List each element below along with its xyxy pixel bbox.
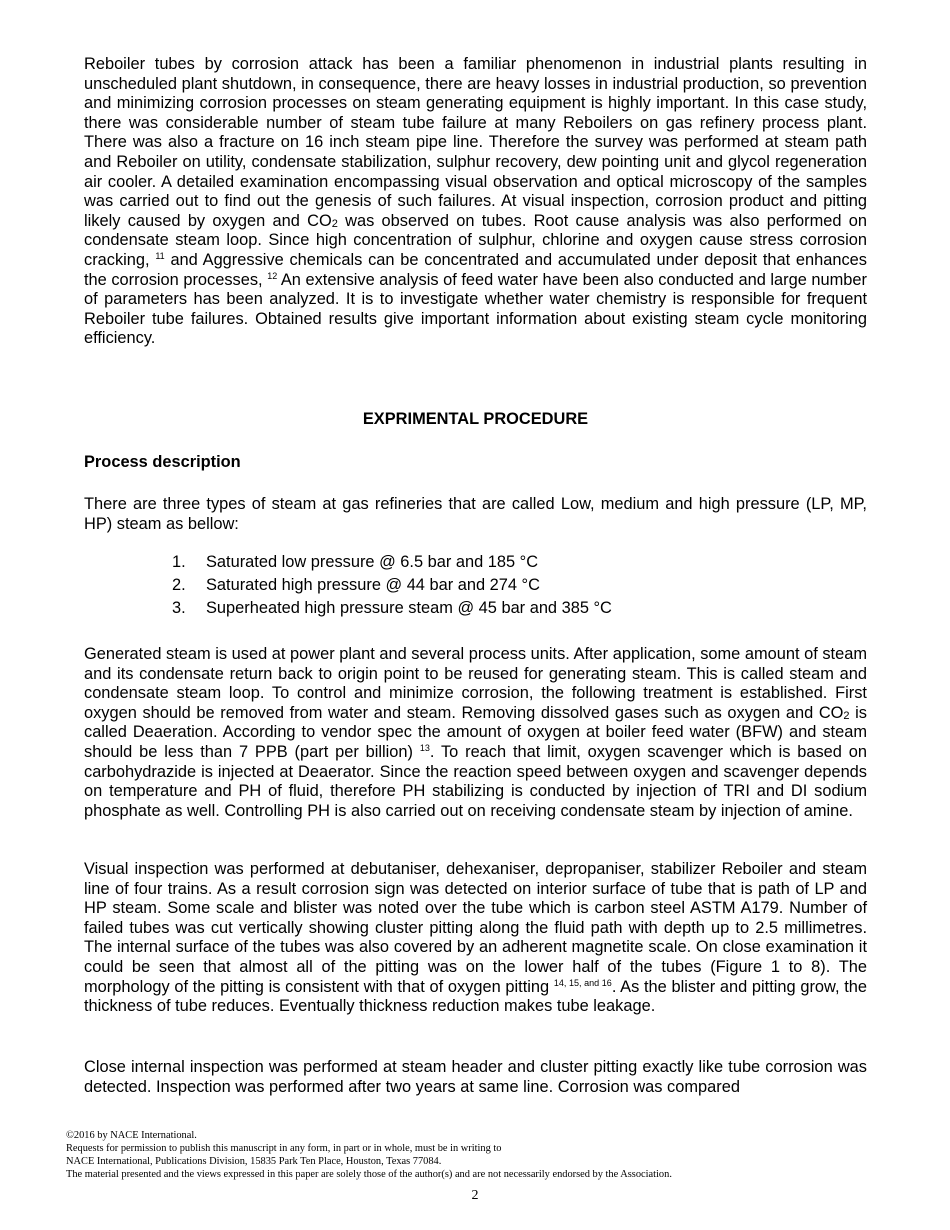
copyright-footer xyxy=(66,1129,886,1181)
generated-text-2: is called Deaeration. According to vendor spec the amount of oxygen at boiler feed water (BFW) and steam should be less than 7 PPB (part per billion) xyxy=(84,703,867,761)
intro-text-1: Reboiler tubes by corrosion attack has been a familiar phenomenon in industrial plants resulting in unscheduled plant shutdown, in consequence, there are heavy losses in industrial production, so prevention and minimizing corrosion processes on steam generating equipment is highly important. In this case study, there was considerable number of steam tube failure at many Reboilers on gas refinery process plant. There was also a fracture on 16 inch steam pipe line. Therefore the survey was performed at steam path and Reboiler on utility, condensate stabilization, sulphur recovery, dew pointing unit and glycol regeneration air cooler. A detailed examination encompassing visual observation and optical microscopy of the samples was carried out to find out the genesis of such failures. At visual inspection, corrosion product and pitting likely caused by oxygen and CO xyxy=(84,55,867,230)
paper-page xyxy=(84,55,867,1096)
list-number: 3. xyxy=(172,599,186,617)
co2-subscript: 2 xyxy=(843,709,850,722)
list-text: Saturated high pressure @ 44 bar and 274 °C xyxy=(206,576,540,594)
steam-types-list xyxy=(148,553,612,622)
reference-13: 13 xyxy=(419,742,430,753)
footer-line: Requests for permission to publish this manuscript in any form, in part or in whole, must be in writing to xyxy=(66,1143,502,1154)
subsection-heading: Process description xyxy=(84,453,241,471)
generated-text-1: Generated steam is used at power plant and several process units. After application, some amount of steam and its condensate return back to origin point to be reused for generating steam. This is called steam and condensate steam loop. To control and minimize corrosion, the following treatment is established. First oxygen should be removed from water and steam. Removing dissolved gases such as oxygen and CO xyxy=(84,645,867,722)
list-item xyxy=(148,576,612,599)
list-item xyxy=(148,553,612,576)
reference-12: 12 xyxy=(267,270,278,281)
section-heading: EXPRIMENTAL PROCEDURE xyxy=(362,410,589,428)
list-item xyxy=(148,599,612,622)
intro-text-2: was observed on tubes. Root cause analysis was also performed on condensate steam loop. Since high concentration of sulphur, chlorine and oxygen cause stress corrosion cracking, xyxy=(84,211,867,269)
page-number: 2 xyxy=(471,1188,479,1203)
steam-types-intro: There are three types of steam at gas refineries that are called Low, medium and high pressure (LP, MP, HP) steam as bellow: xyxy=(84,495,867,533)
footer-line: The material presented and the views expressed in this paper are solely those of the author(s) and are not necessarily endorsed by the Association. xyxy=(66,1169,672,1180)
visual-text-1: Visual inspection was performed at debutaniser, dehexaniser, depropaniser, stabilizer Reboiler and steam line of four trains. As a result corrosion sign was detected on interior surface of tube that is path of LP and HP steam. Some scale and blister was noted over the tube which is carbon steel ASTM A179. Number of failed tubes was cut vertically showing cluster pitting along the fluid path with depth up to 2.5 millimetres. The internal surface of the tubes was also covered by an adherent magnetite scale. On close examination it could be seen that almost all of the pitting was on the lower half of the tubes (Figure 1 to 8). The morphology of the pitting is consistent with that of oxygen pitting xyxy=(84,860,867,996)
visual-text-2: . As the blister and pitting grow, the thickness of tube reduces. Eventually thickness reduction makes tube leakage. xyxy=(84,977,867,1016)
footer-line: NACE International, Publications Division, 15835 Park Ten Place, Houston, Texas 77084. xyxy=(66,1156,442,1167)
reference-14-16: 14, 15, and 16 xyxy=(553,977,612,988)
list-number: 1. xyxy=(172,553,186,571)
list-number: 2. xyxy=(172,576,186,594)
reference-11: 11 xyxy=(155,250,165,261)
intro-text-3: and Aggressive chemicals can be concentrated and accumulated under deposit that enhances the corrosion processes, xyxy=(84,250,867,289)
co2-subscript: 2 xyxy=(331,217,338,230)
intro-text-4: An extensive analysis of feed water have been also conducted and large number of parameters has been analyzed. It is to investigate whether water chemistry is responsible for frequent Reboiler tube failures. Obtained results give important information about existing steam cycle monitoring efficiency. xyxy=(84,270,867,348)
visual-inspection-paragraph xyxy=(84,860,867,1017)
close-inspection-paragraph: Close internal inspection was performed at steam header and cluster pitting exactly like tube corrosion was detected. Inspection was performed after two years at same line. Corrosion was compared xyxy=(84,1058,867,1096)
generated-text-3: . To reach that limit, oxygen scavenger which is based on carbohydrazide is injected at Deaerator. Since the reaction speed between oxygen and scavenger depends on temperature and PH of fluid, therefore PH stabilizing is conducted by injection of TRI and DI sodium phosphate as well. Controlling PH is also carried out on receiving condensate steam by injection of amine. xyxy=(84,742,867,820)
footer-line: ©2016 by NACE International. xyxy=(66,1130,197,1141)
list-text: Saturated low pressure @ 6.5 bar and 185 °C xyxy=(206,553,539,571)
generated-steam-paragraph xyxy=(84,645,867,821)
list-text: Superheated high pressure steam @ 45 bar and 385 °C xyxy=(206,599,612,617)
intro-paragraph xyxy=(84,55,867,355)
